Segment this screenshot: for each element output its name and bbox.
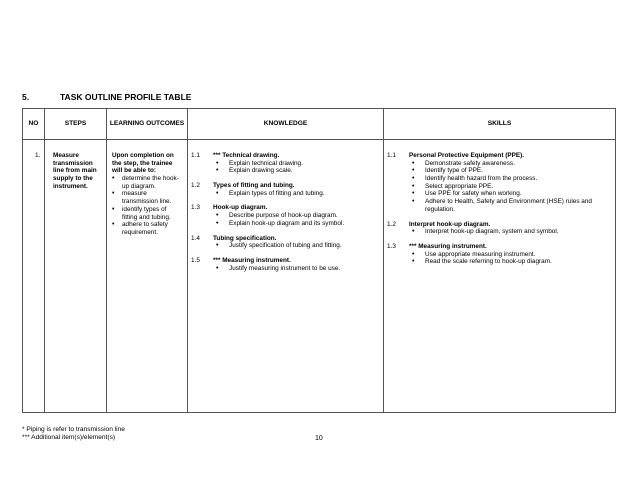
skills-topic — [387, 221, 611, 236]
topic-title: *** Technical drawing. — [213, 152, 280, 159]
list-item: • measure transmission line. — [112, 190, 183, 205]
list-item: • Use PPE for safety when working. — [409, 190, 611, 198]
topic-title: Types of fitting and tubing. — [213, 182, 295, 190]
lo-list — [112, 175, 183, 237]
list-item: • Explain hook-up diagram and its symbol. — [213, 220, 379, 228]
list-item: • Explain technical drawing. — [213, 160, 379, 168]
section-number: 5. — [22, 92, 30, 102]
topic-number: 1.1 — [191, 152, 200, 159]
list-item: • Interpret hook-up diagram, system and symbol. — [409, 228, 611, 236]
topic-number: 1.3 — [387, 242, 396, 250]
list-item: • Select appropriate PPE. — [409, 183, 611, 191]
footnote-additional: *** Additional item(s)/element(s) — [22, 434, 116, 442]
topic-number: 1.4 — [191, 234, 200, 242]
topic-number: 1.1 — [387, 152, 396, 159]
header-steps: STEPS — [45, 109, 107, 140]
knowledge-topic — [191, 257, 379, 272]
list-item: • Explain types of fitting and tubing. — [213, 190, 379, 198]
list-item: • Explain drawing scale. — [213, 167, 379, 175]
list-item: • Identify type of PPE. — [409, 167, 611, 175]
list-item: • Identify health hazard from the process. — [409, 175, 611, 183]
skills-cell — [384, 140, 616, 413]
lo-lead: Upon completion on the step, the trainee will be able to: — [112, 152, 174, 175]
footnote-piping: * Piping is refer to transmission line — [22, 426, 125, 433]
table-row — [23, 140, 616, 413]
section-title: TASK OUTLINE PROFILE TABLE — [60, 92, 192, 102]
topic-title: Tubing specification. — [213, 234, 277, 242]
list-item: • Justify specification of tubing and fitting. — [213, 242, 379, 250]
topic-list — [213, 190, 379, 198]
row-steps: Measure transmission line from main supply to the instrument. — [45, 140, 107, 413]
header-no: NO — [23, 109, 45, 140]
list-item: • determine the hook-up diagram. — [112, 175, 183, 190]
topic-list — [409, 160, 611, 214]
knowledge-topic — [191, 235, 379, 250]
topic-list — [409, 251, 611, 266]
knowledge-topic — [191, 204, 379, 227]
task-outline-table — [22, 108, 616, 413]
list-item: • Describe purpose of hook-up diagram. — [213, 212, 379, 220]
section-heading — [22, 92, 191, 102]
row-number: 1. — [23, 140, 45, 413]
skills-topic — [387, 243, 611, 266]
list-item: • Read the scale referring to hook-up diagram. — [409, 258, 611, 266]
list-item: • adhere to safety requirement. — [112, 221, 183, 236]
header-row — [23, 109, 616, 140]
header-knowledge: KNOWLEDGE — [188, 109, 384, 140]
topic-title: Personal Protective Equipment (PPE). — [409, 152, 525, 159]
list-item: • identify types of fitting and tubing. — [112, 206, 183, 221]
topic-list — [409, 228, 611, 236]
topic-list — [213, 242, 379, 250]
topic-title: *** Measuring instrument. — [213, 256, 291, 264]
knowledge-cell — [188, 140, 384, 413]
topic-title: Interpret hook-up diagram. — [409, 220, 491, 228]
topic-list — [213, 265, 379, 273]
list-item: • Adhere to Health, Safety and Environment (HSE) rules and regulation. — [409, 198, 611, 213]
knowledge-topic — [191, 152, 379, 175]
list-item: • Demonstrate safety awareness. — [409, 160, 611, 168]
header-learning-outcomes: LEARNING OUTCOMES — [107, 109, 188, 140]
topic-title: *** Measuring instrument. — [409, 242, 487, 250]
topic-number: 1.2 — [191, 182, 200, 190]
knowledge-topic — [191, 182, 379, 197]
page-number: 10 — [315, 435, 323, 442]
topic-number: 1.3 — [191, 204, 200, 212]
topic-title: Hook-up diagram. — [213, 204, 268, 212]
skills-topic — [387, 152, 611, 214]
topic-list — [213, 160, 379, 175]
footnotes — [22, 426, 125, 442]
header-skills: SKILLS — [384, 109, 616, 140]
topic-number: 1.5 — [191, 256, 200, 264]
list-item: • Use appropriate measuring instrument. — [409, 251, 611, 259]
list-item: • Justify measuring instrument to be use. — [213, 265, 379, 273]
row-learning-outcomes — [107, 140, 188, 413]
topic-list — [213, 212, 379, 227]
topic-number: 1.2 — [387, 220, 396, 228]
